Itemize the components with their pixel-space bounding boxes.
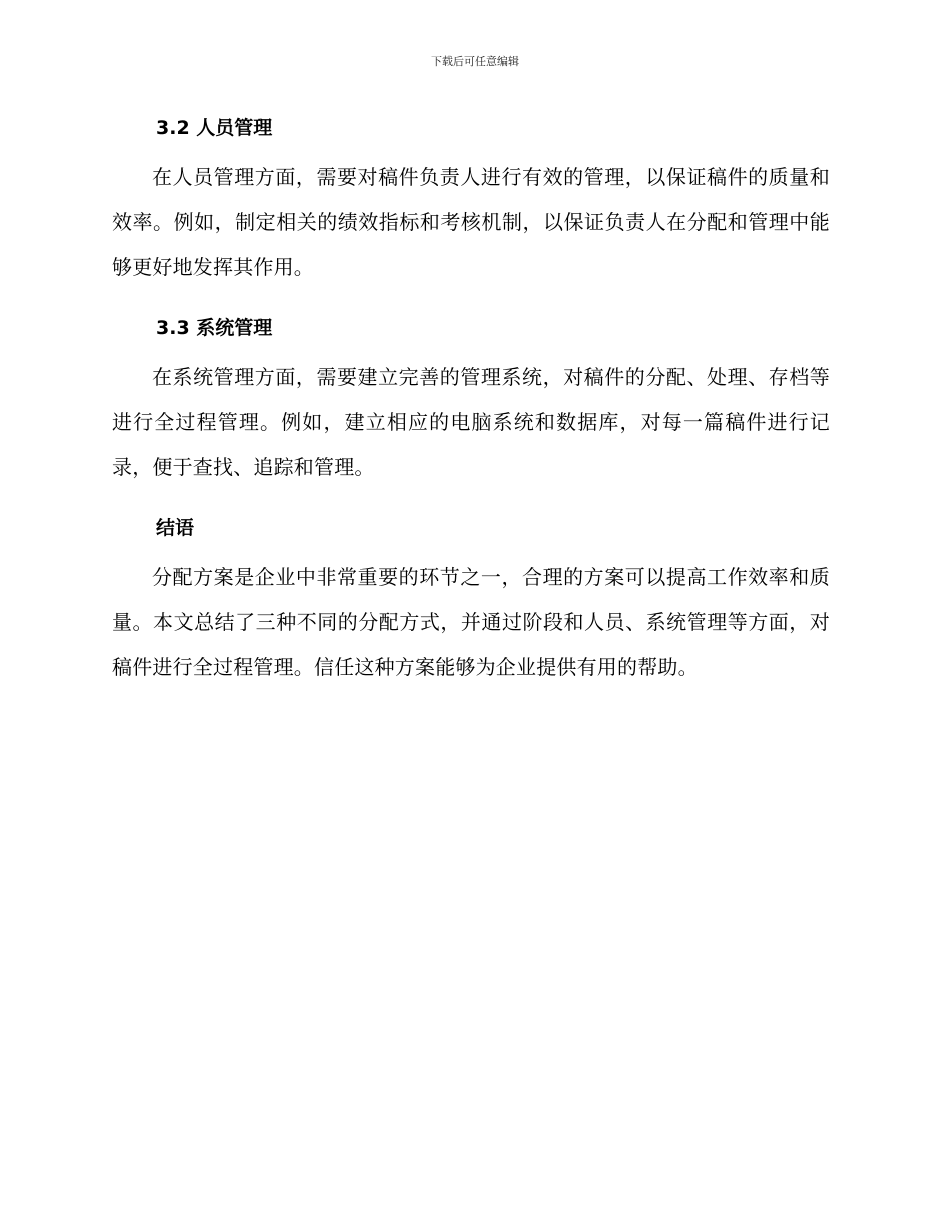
section-heading-conclusion: 结语 (156, 517, 195, 539)
section-heading-personnel-management: 3.2 人员管理 (156, 117, 273, 139)
page-header-note: 下载后可任意编辑 (431, 55, 519, 68)
paragraph-system-management: 在系统管理方面，需要建立完善的管理系统，对稿件的分配、处理、存档等进行全过程管理。例如，建立相应的电脑系统和数据库，对每一篇稿件进行记录，便于查找、追踪和管理。 (112, 365, 830, 479)
paragraph-conclusion: 分配方案是企业中非常重要的环节之一，合理的方案可以提高工作效率和质量。本文总结了三种不同的分配方式，并通过阶段和人员、系统管理等方面，对稿件进行全过程管理。信任这种方案能够为企业提供有用的帮助。 (112, 565, 830, 679)
document-body (112, 110, 830, 690)
paragraph-personnel-management: 在人员管理方面，需要对稿件负责人进行有效的管理，以保证稿件的质量和效率。例如，制定相关的绩效指标和考核机制，以保证负责人在分配和管理中能够更好地发挥其作用。 (112, 165, 830, 279)
section-heading-system-management: 3.3 系统管理 (156, 317, 273, 339)
